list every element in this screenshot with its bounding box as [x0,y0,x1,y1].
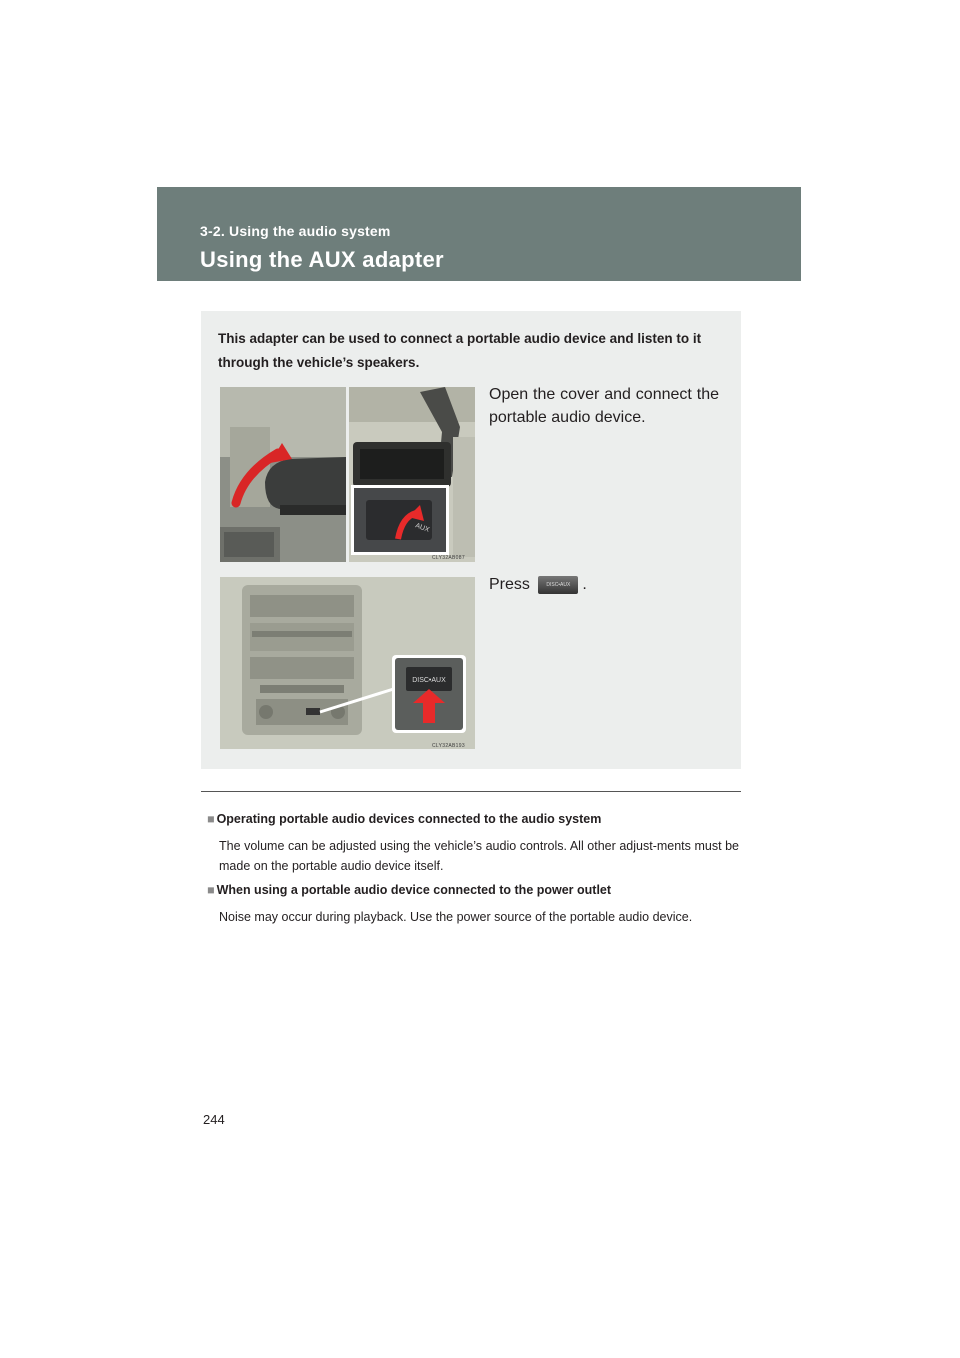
step-2-illustration [220,577,475,749]
note-2-heading: ■ When using a portable audio device connected to the power outlet [207,883,612,897]
page-title: Using the AUX adapter [200,247,444,272]
period-text: . [582,576,587,593]
note-1-heading: ■ Operating portable audio devices connected to the audio system [207,812,602,826]
step-2-text [489,573,719,596]
note-1-body: The volume can be adjusted using the vehicle’s audio controls. All other adjust-ments must be made on the portable audio device itself. [219,839,739,873]
note-2-body: Noise may occur during playback. Use the power source of the portable audio device. [219,910,693,924]
aux-label: AUX [414,522,431,534]
square-bullet-icon: ■ [207,812,215,826]
step-2-image-code: CLY32AB193 [432,743,465,749]
page-number: 244 [203,1112,225,1127]
procedure-panel [201,311,741,769]
chapter-header [157,187,801,281]
disc-aux-button-icon: DISC•AUX [538,576,578,594]
section-label: 3-2. Using the audio system [200,223,391,239]
step-1-illustration [220,387,475,562]
square-bullet-icon: ■ [207,883,215,897]
step-1-image-code: CLY32AB087 [432,555,465,561]
step-1-text: Open the cover and connect the portable audio device. [489,386,719,426]
divider [201,791,741,792]
intro-text: This adapter can be used to connect a portable audio device and listen to it through the vehicle’s speakers. [218,331,702,370]
press-text: Press [489,576,530,593]
disc-aux-label: DISC•AUX [412,677,446,684]
